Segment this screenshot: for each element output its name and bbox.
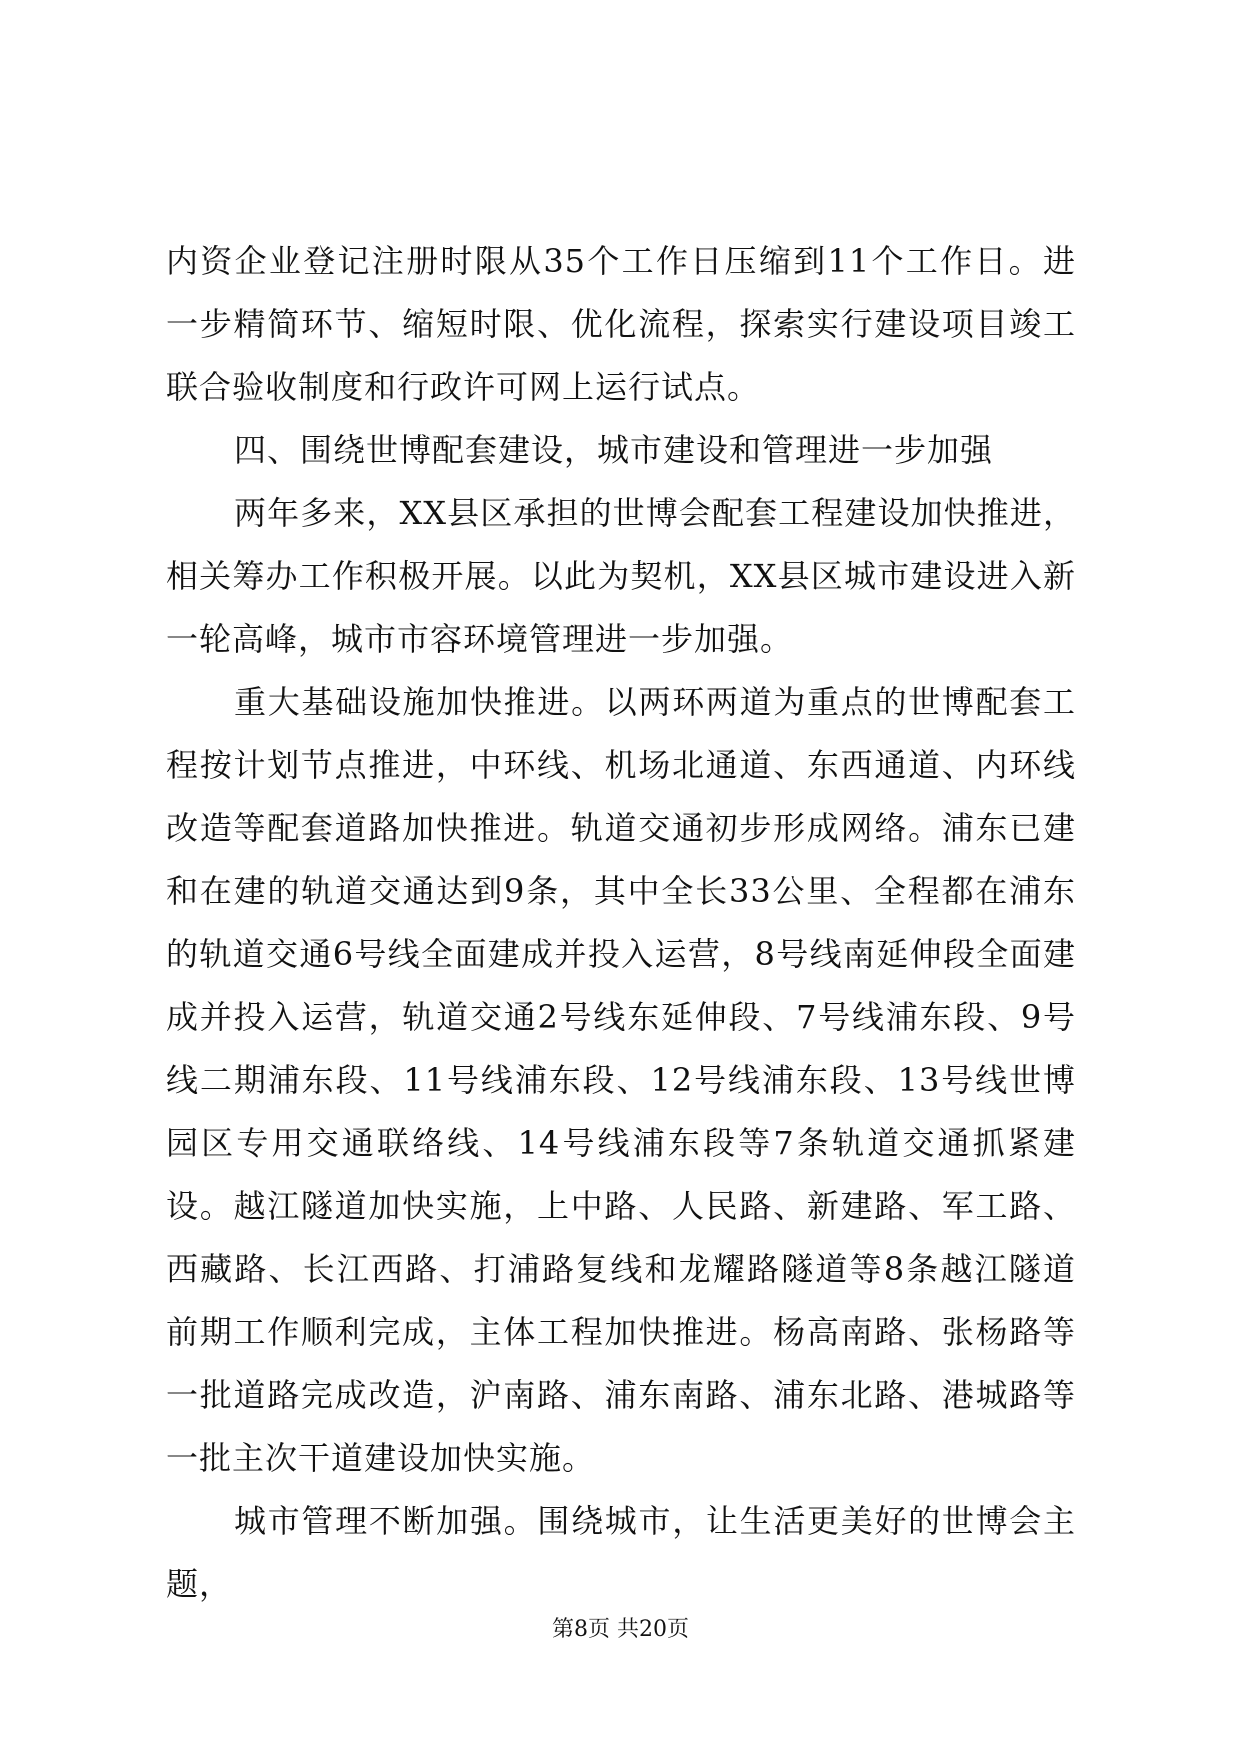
section-heading: 四、围绕世博配套建设，城市建设和管理进一步加强 [234, 431, 994, 469]
document-body [166, 230, 1076, 1616]
paragraph-city-management: 城市管理不断加强。围绕城市，让生活更美好的世博会主题， [166, 1502, 1076, 1603]
paragraph-continuation: 内资企业登记注册时限从35个工作日压缩到11个工作日。进一步精简环节、缩短时限、优化流程，探索实行建设项目竣工联合验收制度和行政许可网上运行试点。 [166, 242, 1076, 406]
page-number-footer: 第8页 共20页 [552, 1617, 689, 1642]
paragraph-overview: 两年多来，XX县区承担的世博会配套工程建设加快推进，相关筹办工作积极开展。以此为契机，XX县区城市建设进入新一轮高峰，城市市容环境管理进一步加强。 [166, 494, 1076, 658]
paragraph-infrastructure: 重大基础设施加快推进。以两环两道为重点的世博配套工程按计划节点推进，中环线、机场北通道、东西通道、内环线改造等配套道路加快推进。轨道交通初步形成网络。浦东已建和在建的轨道交通达到9条，其中全长33公里、全程都在浦东的轨道交通6号线全面建成并投入运营，8号线南延伸段全面建成并投入运营，轨道交通2号线东延伸段、7号线浦东段、9号线二期浦东段、11号线浦东段、12号线浦东段、13号线世博园区专用交通联络线、14号线浦东段等7条轨道交通抓紧建设。越江隧道加快实施，上中路、人民路、新建路、军工路、西藏路、长江西路、打浦路复线和龙耀路隧道等8条越江隧道前期工作顺利完成，主体工程加快推进。杨高南路、张杨路等一批道路完成改造，沪南路、浦东南路、浦东北路、港城路等一批主次干道建设加快实施。 [166, 683, 1076, 1477]
